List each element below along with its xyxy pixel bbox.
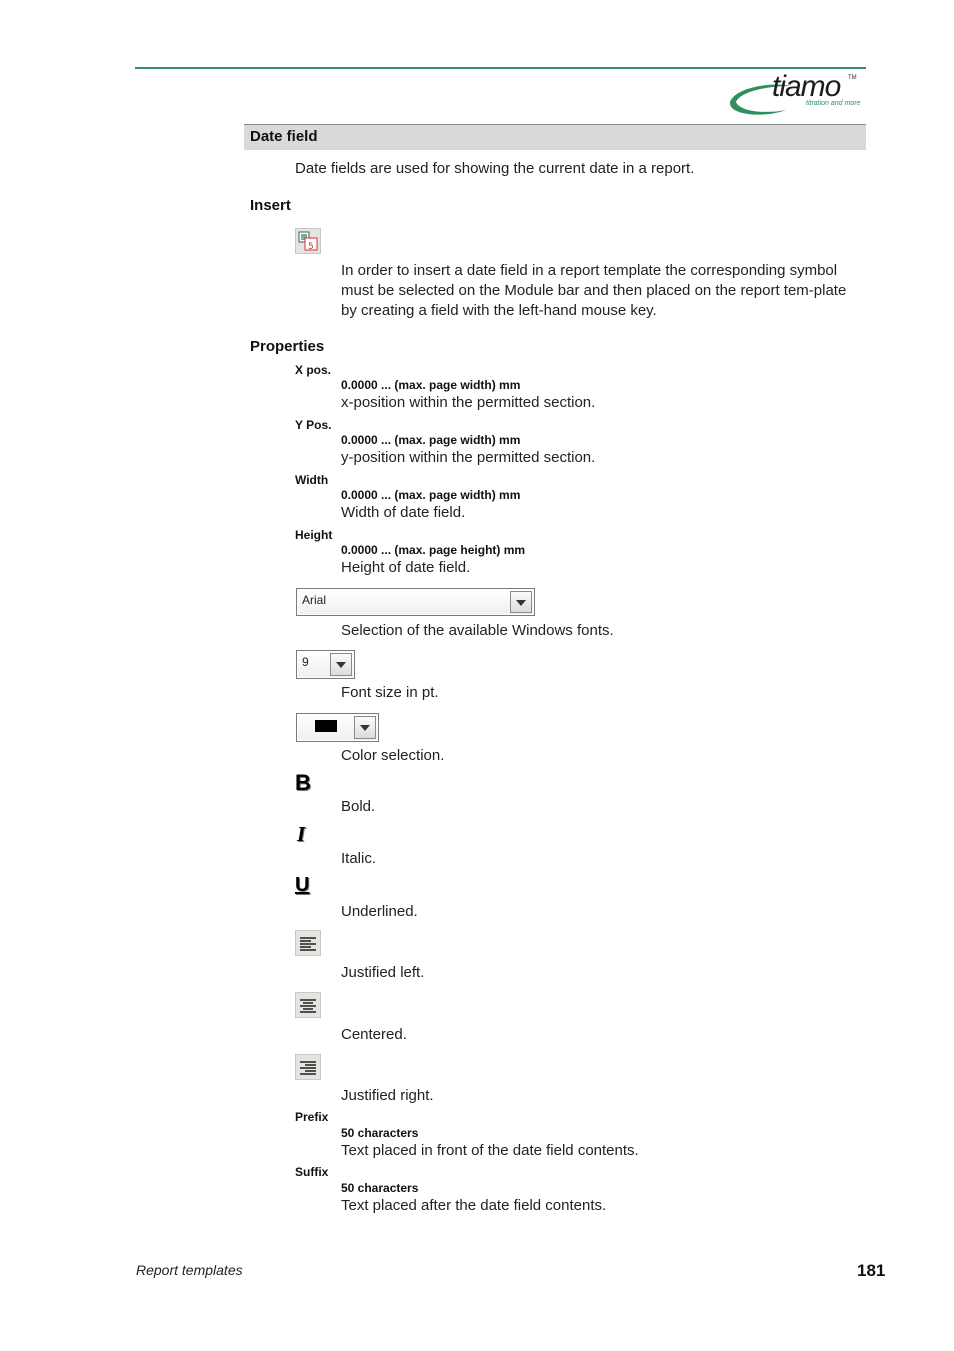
underline-icon[interactable]: U bbox=[295, 874, 310, 896]
prop-width-range: 0.0000 ... (max. page width) mm bbox=[341, 488, 521, 502]
insert-heading: Insert bbox=[250, 197, 291, 214]
prop-height-name: Height bbox=[295, 528, 333, 542]
prop-width-name: Width bbox=[295, 473, 329, 487]
date-field-icon bbox=[295, 228, 321, 254]
chevron-down-icon[interactable] bbox=[330, 653, 352, 676]
logo-tagline: titration and more bbox=[806, 100, 861, 107]
logo-wordmark: tiamo bbox=[772, 70, 841, 103]
prop-ypos-desc: y-position within the permitted section. bbox=[341, 449, 596, 466]
align-right-icon[interactable] bbox=[295, 1054, 321, 1080]
prop-underline-desc: Underlined. bbox=[341, 903, 418, 920]
color-swatch bbox=[315, 720, 337, 732]
italic-icon[interactable]: I bbox=[297, 822, 306, 846]
bold-icon[interactable]: B bbox=[295, 770, 311, 795]
section-intro: Date fields are used for showing the current date in a report. bbox=[295, 160, 695, 177]
font-size-value: 9 bbox=[302, 655, 309, 669]
header-rule bbox=[135, 67, 866, 69]
properties-heading: Properties bbox=[250, 338, 325, 355]
prop-bold-desc: Bold. bbox=[341, 798, 376, 815]
prop-suffix-desc: Text placed after the date field contents. bbox=[341, 1197, 607, 1214]
tiamo-logo bbox=[726, 72, 866, 118]
prop-ypos-name: Y Pos. bbox=[295, 418, 332, 432]
prop-xpos-name: X pos. bbox=[295, 363, 332, 377]
prop-xpos-desc: x-position within the permitted section. bbox=[341, 394, 596, 411]
section-title: Date field bbox=[250, 128, 318, 145]
prop-prefix-range: 50 characters bbox=[341, 1126, 419, 1140]
font-select[interactable] bbox=[296, 588, 535, 616]
align-center-icon[interactable] bbox=[295, 992, 321, 1018]
color-select[interactable] bbox=[296, 713, 379, 742]
prop-suffix-name: Suffix bbox=[295, 1165, 329, 1179]
prop-font-desc: Selection of the available Windows fonts. bbox=[341, 622, 614, 639]
prop-ypos-range: 0.0000 ... (max. page width) mm bbox=[341, 433, 521, 447]
font-size-select[interactable] bbox=[296, 650, 355, 679]
prop-align-left-desc: Justified left. bbox=[341, 964, 425, 981]
font-select-value: Arial bbox=[302, 593, 327, 607]
chevron-down-icon[interactable] bbox=[354, 716, 376, 739]
prop-height-desc: Height of date field. bbox=[341, 559, 471, 576]
prop-italic-desc: Italic. bbox=[341, 850, 377, 867]
prop-color-desc: Color selection. bbox=[341, 747, 445, 764]
prop-align-center-desc: Centered. bbox=[341, 1026, 407, 1043]
prop-prefix-desc: Text placed in front of the date field contents. bbox=[341, 1142, 639, 1159]
align-left-icon[interactable] bbox=[295, 930, 321, 956]
prop-fontsize-desc: Font size in pt. bbox=[341, 684, 439, 701]
chevron-down-icon[interactable] bbox=[510, 591, 532, 613]
page-number: 181 bbox=[857, 1261, 886, 1280]
prop-suffix-range: 50 characters bbox=[341, 1181, 419, 1195]
svg-text:5: 5 bbox=[308, 242, 314, 252]
prop-width-desc: Width of date field. bbox=[341, 504, 466, 521]
insert-description: In order to insert a date field in a report template the corresponding symbol must be selected on the Module bar and then placed on the report tem-plate by creating a field with the left-hand mouse key. bbox=[341, 262, 847, 319]
prop-height-range: 0.0000 ... (max. page height) mm bbox=[341, 543, 526, 557]
prop-align-right-desc: Justified right. bbox=[341, 1087, 434, 1104]
logo-trademark: TM bbox=[848, 75, 857, 81]
section-header-bar bbox=[244, 124, 866, 150]
footer-chapter: Report templates bbox=[136, 1262, 243, 1278]
prop-xpos-range: 0.0000 ... (max. page width) mm bbox=[341, 378, 521, 392]
prop-prefix-name: Prefix bbox=[295, 1110, 329, 1124]
